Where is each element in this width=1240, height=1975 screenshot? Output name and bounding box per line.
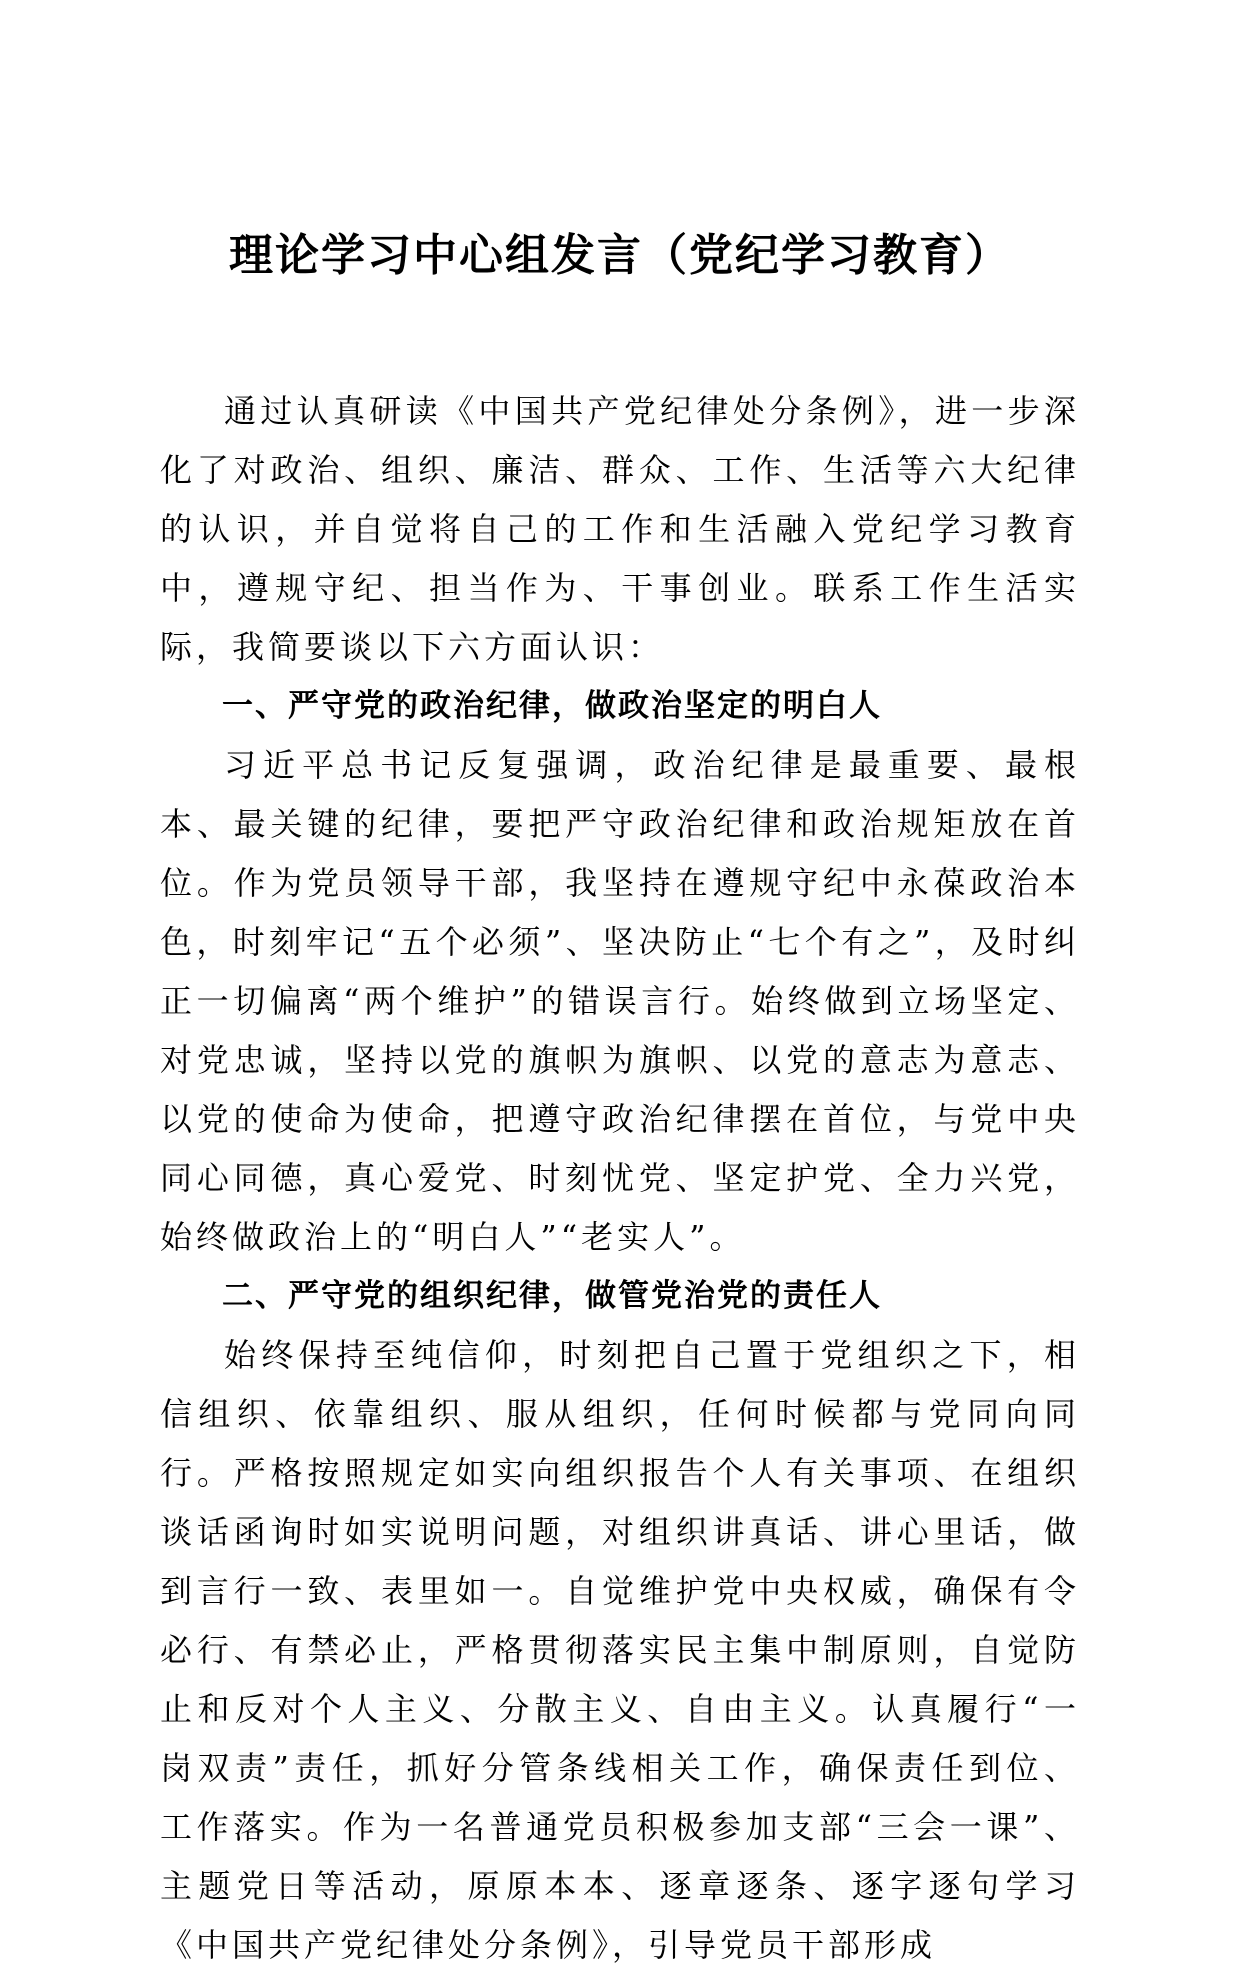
- intro-paragraph: 通过认真研读《中国共产党纪律处分条例》，进一步深化了对政治、组织、廉洁、群众、工作、生活等六大纪律的认识，并自觉将自己的工作和生活融入党纪学习教育中，遵规守纪、担当作为、干事创业。联系工作生活实际，我简要谈以下六方面认识：: [160, 392, 1080, 666]
- document-body: [160, 382, 1080, 1975]
- section-heading-political-discipline: 一、严守党的政治纪律，做政治坚定的明白人: [222, 688, 882, 724]
- section-body-organizational-discipline: 始终保持至纯信仰，时刻把自己置于党组织之下，相信组织、依靠组织、服从组织，任何时候都与党同向同行。严格按照规定如实向组织报告个人有关事项、在组织谈话函询时如实说明问题，对组织讲真话、讲心里话，做到言行一致、表里如一。自觉维护党中央权威，确保有令必行、有禁必止，严格贯彻落实民主集中制原则，自觉防止和反对个人主义、分散主义、自由主义。认真履行“一岗双责”责任，抓好分管条线相关工作，确保责任到位、工作落实。作为一名普通党员积极参加支部“三会一课”、主题党日等活动，原原本本、逐章逐条、逐字逐句学习《中国共产党纪律处分条例》，引导党员干部形成: [160, 1336, 1080, 1964]
- section-body-political-discipline: 习近平总书记反复强调，政治纪律是最重要、最根本、最关键的纪律，要把严守政治纪律和政治规矩放在首位。作为党员领导干部，我坚持在遵规守纪中永葆政治本色，时刻牢记“五个必须”、坚决防止“七个有之”，及时纠正一切偏离“两个维护”的错误言行。始终做到立场坚定、对党忠诚，坚持以党的旗帜为旗帜、以党的意志为意志、以党的使命为使命，把遵守政治纪律摆在首位，与党中央同心同德，真心爱党、时刻忧党、坚定护党、全力兴党，始终做政治上的“明白人”“老实人”。: [160, 746, 1080, 1256]
- document-title: 理论学习中心组发言（党纪学习教育）: [229, 230, 1011, 281]
- section-heading-organizational-discipline: 二、严守党的组织纪律，做管党治党的责任人: [222, 1278, 882, 1314]
